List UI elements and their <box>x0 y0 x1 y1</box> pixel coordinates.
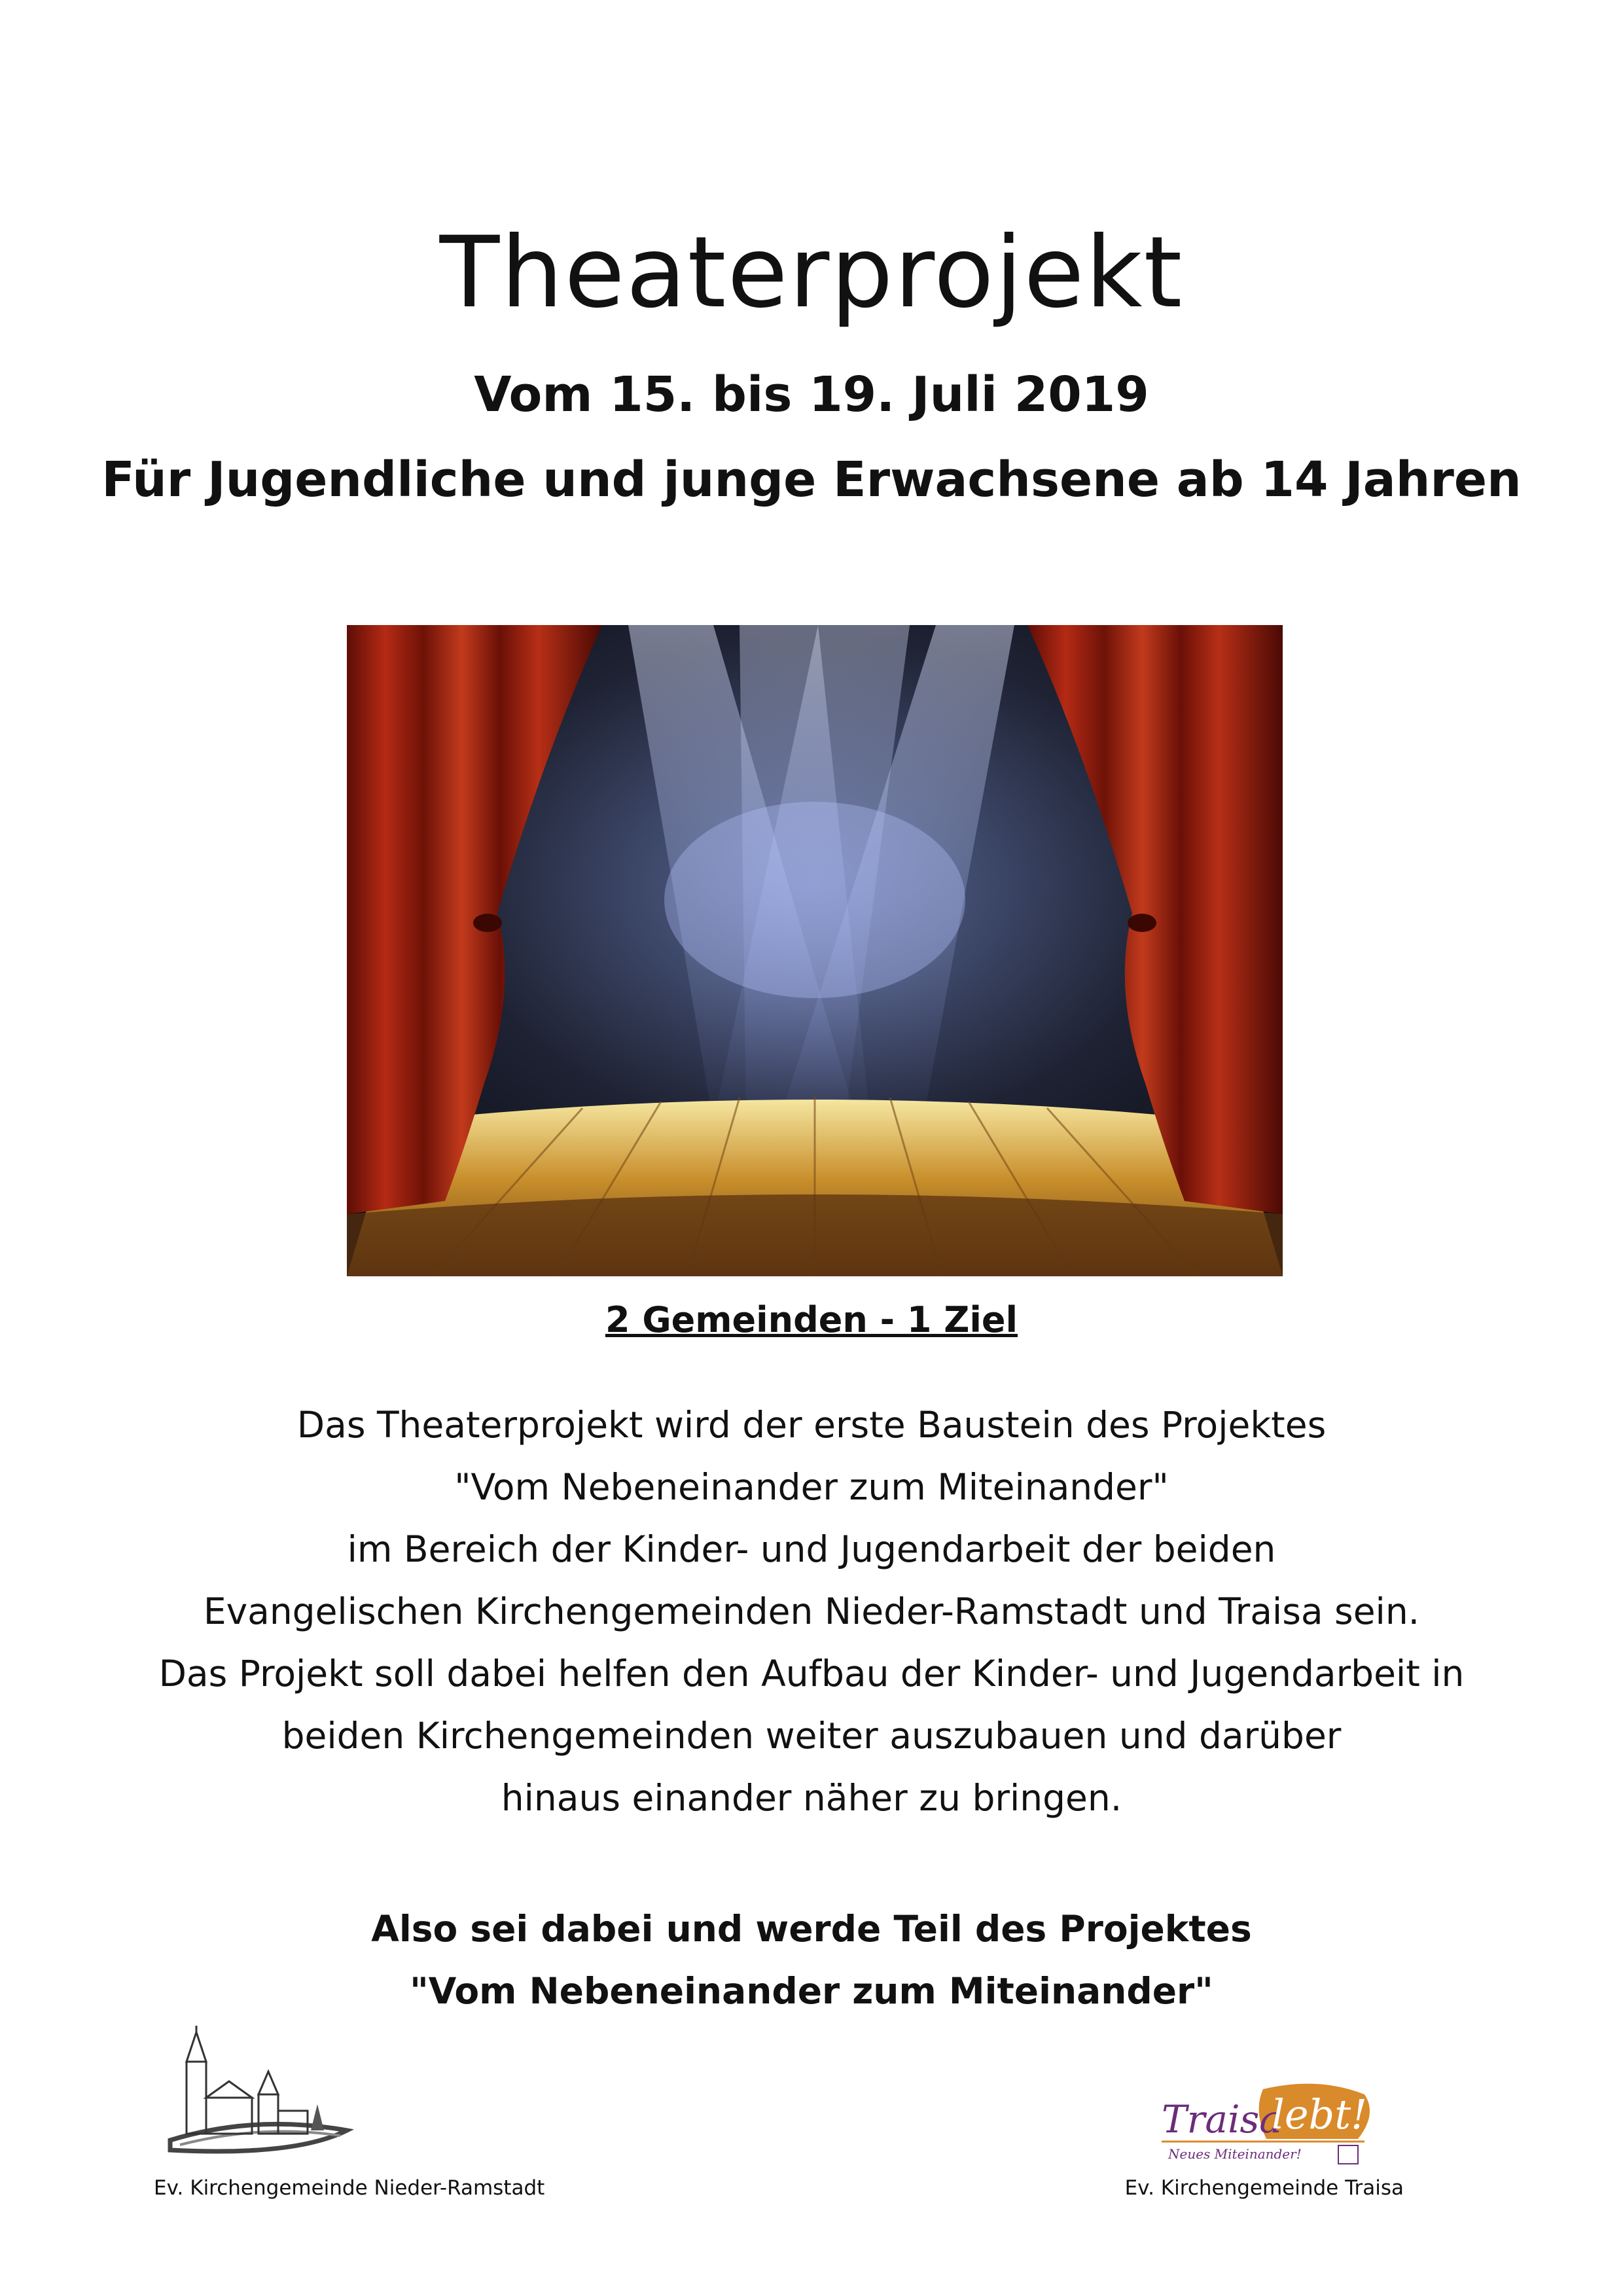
body-line: beiden Kirchengemeinden weiter auszubauen und darüber <box>281 1715 1342 1757</box>
church-logo-icon <box>151 2026 360 2163</box>
footer-left-parish: Ev. Kirchengemeinde Nieder-Ramstadt <box>154 2176 545 2200</box>
body-line: Das Theaterprojekt wird der erste Baustein des Projektes <box>296 1404 1327 1446</box>
body-line: "Vom Nebeneinander zum Miteinander" <box>454 1466 1169 1508</box>
body-line: Evangelischen Kirchengemeinden Nieder-Ramstadt und Traisa sein. <box>203 1590 1420 1632</box>
body-line: hinaus einander näher zu bringen. <box>501 1777 1122 1819</box>
logo-word-traisa: Traisa <box>1162 2097 1282 2142</box>
event-dates: Vom 15. bis 19. Juli 2019 <box>474 367 1149 423</box>
body-paragraph <box>0 1394 1623 1829</box>
logo-subtitle: Neues Miteinander! <box>1168 2146 1302 2162</box>
footer-right-parish: Ev. Kirchengemeinde Traisa <box>1124 2176 1404 2200</box>
cta-line: "Vom Nebeneinander zum Miteinander" <box>410 1970 1213 2012</box>
poster-title: Theaterprojekt <box>439 216 1184 330</box>
logo-word-lebt: lebt! <box>1272 2090 1368 2138</box>
body-line: Das Projekt soll dabei helfen den Aufbau der Kinder- und Jugendarbeit in <box>158 1653 1465 1695</box>
theater-stage-icon <box>347 625 1283 1276</box>
traisa-lebt-logo-icon <box>1149 2081 1384 2166</box>
call-to-action <box>0 1898 1623 2022</box>
target-audience: Für Jugendliche und junge Erwachsene ab 14 Jahren <box>101 452 1522 508</box>
motto-heading: 2 Gemeinden - 1 Ziel <box>605 1299 1018 1340</box>
body-line: im Bereich der Kinder- und Jugendarbeit der beiden <box>347 1528 1276 1570</box>
cta-line: Also sei dabei und werde Teil des Projektes <box>371 1908 1252 1950</box>
